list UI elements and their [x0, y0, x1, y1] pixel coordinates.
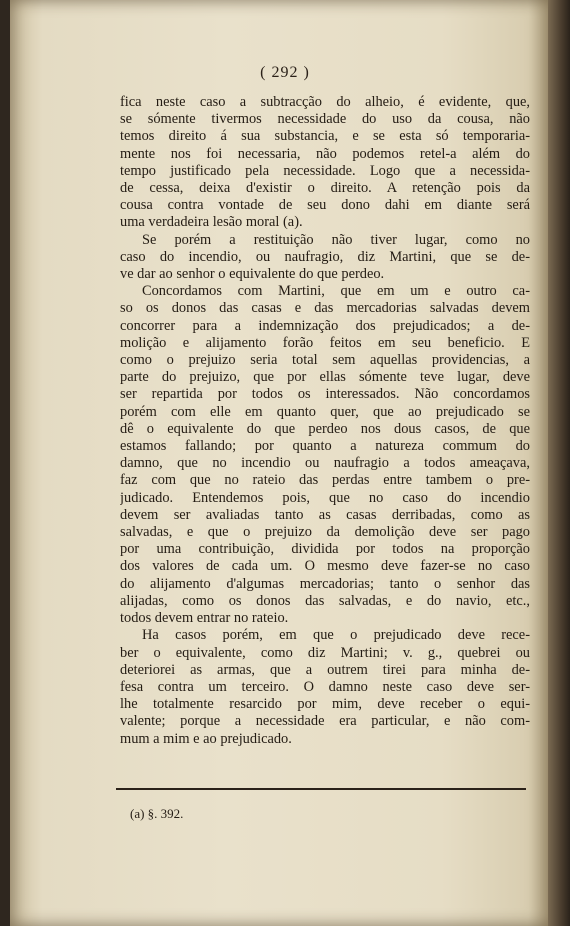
- paragraph-start: Concordamos com Martini, que em um e outro ca-: [142, 283, 530, 300]
- text-line: temos direito á sua substancia, e se esta só temporaria-: [120, 128, 530, 145]
- text-line: alijadas, como os donos das salvadas, e do navio, etc.,: [120, 592, 530, 609]
- text-line: caso do incendio, ou naufragio, diz Martini, que se de-: [120, 248, 530, 265]
- text-line: lhe totalmente resarcido por mim, deve receber o equi-: [120, 696, 530, 713]
- text-line: valente; porque a necessidade era particular, e não com-: [120, 713, 530, 730]
- text-line: deteriorei as armas, que a outrem tirei para minha de-: [120, 661, 530, 678]
- text-line: judicado. Entendemos pois, que no caso do incendio: [120, 489, 530, 506]
- footnote: (a) §. 392.: [130, 806, 184, 821]
- text-line: se sómente tivermos necessidade do uso da cousa, não: [120, 111, 530, 128]
- text-line: de cessa, deixa d'existir o direito. A retenção pois da: [120, 180, 530, 197]
- text-line: damno, que no incendio ou naufragio a todos ameaçava,: [120, 455, 530, 472]
- text-line: salvadas, e que o prejuizo da demolição deve ser pago: [120, 524, 530, 541]
- text-line: fesa contra um terceiro. O damno neste caso deve ser-: [120, 678, 530, 695]
- text-line: ser repartida por todos os interessados. Não concordamos: [120, 386, 530, 403]
- text-line: parte do prejuizo, que por ellas sómente teve lugar, deve: [120, 369, 530, 386]
- text-line: mente nos foi necessaria, não podemos retel-a além do: [120, 145, 530, 162]
- text-line: como o prejuizo seria total sem aquellas providencias, a: [120, 352, 530, 369]
- text-line: so os donos das casas e das mercadorias salvadas devem: [120, 300, 530, 317]
- text-line: ve dar ao senhor o equivalente do que perdeo.: [120, 266, 385, 283]
- text-line: fica neste caso a subtracção do alheio, é evidente, que,: [120, 94, 530, 110]
- text-line: ber o equivalente, como diz Martini; v. g., quebrei ou: [120, 644, 530, 661]
- text-line: todos devem entrar no rateio.: [120, 610, 289, 627]
- text-line: mum a mim e ao prejudicado.: [120, 730, 292, 747]
- text-line: tempo justificado pela necessidade. Logo que a necessida-: [120, 162, 530, 179]
- text-line: cousa contra vontade de seu dono dahi em diante será: [120, 197, 530, 214]
- paragraph-start: Se porém a restituição não tiver lugar, como no: [142, 231, 530, 248]
- text-line: concorrer para a indemnização dos prejudicados; a de-: [120, 317, 530, 334]
- text-line: por uma contribuição, dividida por todos na proporção: [120, 541, 530, 558]
- text-line: dos valores de cada um. O mesmo deve fazer-se no caso: [120, 558, 530, 575]
- text-line: do alijamento d'algumas mercadorias; tanto o senhor das: [120, 575, 530, 592]
- text-line: devem ser avaliadas tanto as casas derribadas, como as: [120, 506, 530, 523]
- text-line: dê o equivalente do que perdeo nos dous casos, de que: [120, 420, 530, 437]
- text-line: estamos fallando; por quanto a natureza commum do: [120, 438, 530, 455]
- page-body: [120, 94, 530, 748]
- book-spine: [548, 0, 570, 926]
- text-line: porém com elle em quanto quer, que ao prejudicado se: [120, 403, 530, 420]
- text-line: uma verdadeira lesão moral (a).: [120, 214, 303, 231]
- paragraph-start: Ha casos porém, em que o prejudicado deve rece-: [142, 627, 530, 644]
- text-line: faz com que no rateio das perdas entre tambem o pre-: [120, 472, 530, 489]
- text-line: molição e alijamento forão feitos em seu beneficio. E: [120, 334, 530, 351]
- footnote-rule: [116, 788, 526, 790]
- page-number: ( 292 ): [260, 64, 310, 81]
